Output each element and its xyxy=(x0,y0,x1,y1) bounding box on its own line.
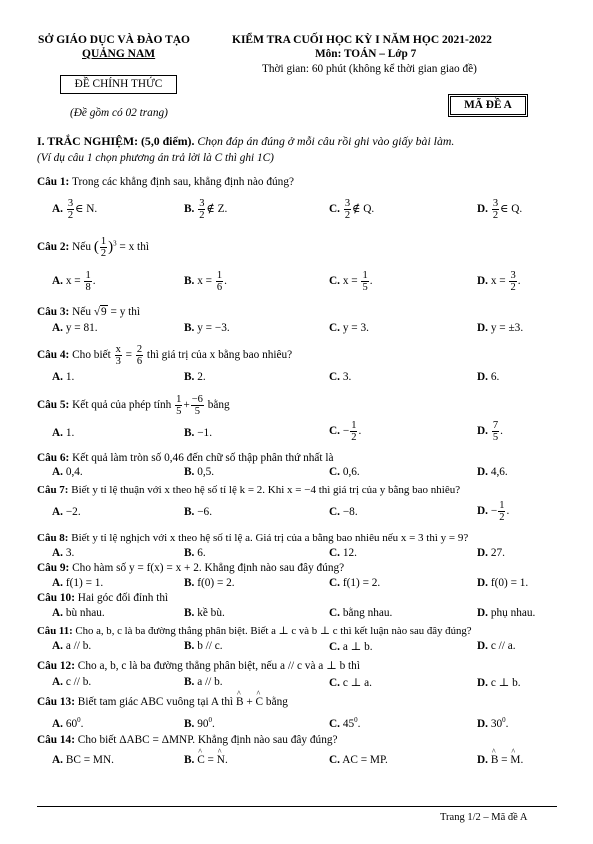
question-12 xyxy=(37,659,360,672)
option-label: C. xyxy=(329,203,340,216)
q1-option-b: B. $\frac{3}{2}$ ∉ Z. xyxy=(184,198,228,222)
option-label: C. xyxy=(329,371,340,383)
option-label: B. xyxy=(184,506,195,518)
option-label: C. xyxy=(329,577,340,589)
q8-option-c xyxy=(329,547,357,559)
question-8 xyxy=(37,532,468,544)
q10-option-b xyxy=(184,607,225,619)
q1-option-a: A. $\frac{3}{2}$ ∈ N. xyxy=(52,198,98,222)
option-label: C. xyxy=(329,717,340,730)
q1-label: Câu 1: xyxy=(37,176,70,188)
q13-a-text: 60 xyxy=(65,717,78,730)
option-label: C. xyxy=(329,322,340,334)
page-note: (Đề gồm có 02 trang) xyxy=(70,107,168,119)
q3-option-d xyxy=(477,322,523,334)
exam-title: KIỂM TRA CUỐI HỌC KỲ I NĂM HỌC 2021-2022 xyxy=(232,34,492,46)
q6-option-b xyxy=(184,466,214,478)
q1-b-text: ∉ Z. xyxy=(206,203,228,216)
q8-option-b xyxy=(184,547,206,559)
q6-option-c xyxy=(329,466,360,478)
q2-option-a: A. x = $\frac{1}{8}$ . xyxy=(52,270,96,294)
q3-d-text: y = ±3. xyxy=(490,322,524,334)
option-label: D. xyxy=(477,607,488,619)
q5-option-b xyxy=(184,427,212,439)
option-label: A. xyxy=(52,547,63,559)
q13-option-b: B. $90^0$. xyxy=(184,716,215,730)
q1-option-d: D. $\frac{3}{2}$ ∈ Q. xyxy=(477,198,523,222)
option-label: D. xyxy=(477,203,488,216)
duration: Thời gian: 60 phút (không kể thời gian giao đề) xyxy=(262,63,477,75)
section-example: (Ví dụ câu 1 chọn phương án trả lời là C thì ghi 1C) xyxy=(37,152,274,164)
q10-b-text: kề bù. xyxy=(197,607,225,619)
q10-a-text: bù nhau. xyxy=(65,607,105,619)
q12-option-a xyxy=(52,676,91,688)
exam-code-box xyxy=(448,94,528,117)
option-label: B. xyxy=(184,640,195,652)
option-label: C. xyxy=(329,425,340,438)
q11-option-d xyxy=(477,640,516,652)
q3-label: Câu 3: xyxy=(37,306,70,318)
q7-option-c xyxy=(329,506,358,518)
q4-a-text: 1. xyxy=(65,371,75,383)
q4-d-text: 6. xyxy=(490,371,500,383)
q2-label: Câu 2: xyxy=(37,241,70,254)
q9-option-a xyxy=(52,577,103,589)
q12-text: Cho a, b, c là ba đường thẳng phân biệt, nếu a // c và a ⊥ b thì xyxy=(74,660,360,672)
q9-text: Cho hàm số y = f(x) = x + 2. Khẳng định nào sau đây đúng? xyxy=(69,562,345,574)
q11-label: Câu 11: xyxy=(37,625,73,637)
q13-d-text: 30 xyxy=(490,717,503,730)
section-instruction: Chọn đáp án đúng ở mỗi câu rồi ghi vào giấy bài làm. xyxy=(194,134,455,148)
q13-option-d: D. $30^0$. xyxy=(477,716,509,730)
q8-a-text: 3. xyxy=(65,547,75,559)
option-label: C. xyxy=(329,506,340,518)
option-label: D. xyxy=(477,677,488,689)
q3-b-text: y = −3. xyxy=(197,322,230,334)
option-label: D. xyxy=(477,425,488,438)
q1-text: Trong các khẳng định sau, khẳng định nào đúng? xyxy=(69,176,294,188)
q4-c-text: 3. xyxy=(342,371,352,383)
question-5: Câu 5: Kết quả của phép tính $\frac{1}{5}$ + $\frac{-6}{5}$ bằng xyxy=(37,394,230,418)
q7-b-text: −6. xyxy=(197,506,213,518)
q2-b-pre: x = xyxy=(197,275,215,288)
q11-d-text: c // a. xyxy=(490,640,516,652)
q11-text: Cho a, b, c là ba đường thẳng phân biệt. Biết a ⊥ c và b ⊥ c thì kết luận nào sau đây đúng? xyxy=(72,625,472,637)
q12-option-d xyxy=(477,676,521,689)
q14-option-d: D. ^ B = ^ M. xyxy=(477,754,523,766)
official-label-box xyxy=(60,75,177,94)
option-label: D. xyxy=(477,640,488,652)
q14-option-b: B. ^ C = ^ N. xyxy=(184,754,228,766)
option-label: B. xyxy=(184,275,195,288)
q9-label: Câu 9: xyxy=(37,562,70,574)
q2-c-pre: x = xyxy=(342,275,361,288)
q4-text-post: thì giá trị của x bằng bao nhiêu? xyxy=(144,349,293,362)
option-label: D. xyxy=(477,505,488,518)
q3-text-pre: Nếu xyxy=(69,306,94,318)
q7-text: Biết y tỉ lệ thuận với x theo hệ số tỉ lệ k = 2. Khi x = −4 thì giá trị của y bằng bao nhiêu? xyxy=(68,484,461,496)
q6-d-text: 4,6. xyxy=(490,466,508,478)
q9-c-text: f(1) = 2. xyxy=(342,577,381,589)
question-4: Câu 4: Cho biết $\frac{x}{3}$ = $\frac{2}{6}$ thì giá trị của x bằng bao nhiêu? xyxy=(37,344,293,368)
option-label: D. xyxy=(477,275,488,288)
q14-label: Câu 14: xyxy=(37,734,75,746)
q4-option-c xyxy=(329,371,351,383)
q5-a-text: 1. xyxy=(65,427,75,439)
question-7 xyxy=(37,484,460,496)
q7-c-text: −8. xyxy=(342,506,358,518)
question-13: Câu 13: Biết tam giác ABC vuông tại A thì ^ B + ^ C bằng xyxy=(37,696,288,708)
q5-text-pre: Kết quả của phép tính xyxy=(69,399,175,412)
q11-option-c xyxy=(329,640,373,653)
option-label: B. xyxy=(184,466,195,478)
q2-text-pre: Nếu xyxy=(69,241,94,254)
q14-c-text: AC = MP. xyxy=(342,754,388,766)
option-label: A. xyxy=(52,203,63,216)
option-label: B. xyxy=(184,547,195,559)
q3-c-text: y = 3. xyxy=(342,322,369,334)
q8-text: Biết y tỉ lệ nghịch với x theo hệ số tỉ lệ a. Giá trị của a bằng bao nhiêu nếu x = 3 thì y = 9? xyxy=(68,532,469,544)
q3-option-b xyxy=(184,322,230,334)
question-3: Câu 3: Nếu √9 = y thì xyxy=(37,306,141,318)
option-label: D. xyxy=(477,754,488,766)
q12-option-c xyxy=(329,676,372,689)
q6-c-text: 0,6. xyxy=(342,466,360,478)
q7-option-a xyxy=(52,506,81,518)
section-title: I. TRẮC NGHIỆM: (5,0 điểm). xyxy=(37,134,195,148)
q3-a-text: y = 81. xyxy=(65,322,98,334)
q8-d-text: 27. xyxy=(490,547,505,559)
option-label: C. xyxy=(329,547,340,559)
option-label: C. xyxy=(329,754,340,766)
q7-d-pre: − xyxy=(490,505,498,518)
q5-option-a xyxy=(52,427,74,439)
option-label: A. xyxy=(52,577,63,589)
q6-a-text: 0,4. xyxy=(65,466,83,478)
option-label: A. xyxy=(52,466,63,478)
q10-label: Câu 10: xyxy=(37,592,75,604)
q4-option-a xyxy=(52,371,74,383)
q8-option-d xyxy=(477,547,505,559)
option-label: B. xyxy=(184,717,195,730)
q4-option-d xyxy=(477,371,499,383)
q2-option-d: D. x = $\frac{3}{2}$ . xyxy=(477,270,521,294)
q12-c-text: c ⊥ a. xyxy=(342,677,372,689)
q6-b-text: 0,5. xyxy=(197,466,215,478)
option-label: A. xyxy=(52,427,63,439)
q13-text-pre: Biết tam giác ABC vuông tại A thì xyxy=(74,696,236,708)
q4-b-text: 2. xyxy=(197,371,206,383)
q5-label: Câu 5: xyxy=(37,399,70,412)
q12-option-b xyxy=(184,676,223,688)
q12-d-text: c ⊥ b. xyxy=(490,677,521,689)
q2-a-pre: x = xyxy=(65,275,84,288)
question-1 xyxy=(37,176,294,188)
q6-option-d xyxy=(477,466,508,478)
q10-d-text: phụ nhau. xyxy=(490,607,536,619)
footer-page: Trang 1/2 – Mã đề A xyxy=(440,812,528,823)
q14-a-text: BC = MN. xyxy=(65,754,114,766)
question-14 xyxy=(37,734,338,746)
option-label: A. xyxy=(52,754,63,766)
q9-option-b xyxy=(184,577,235,589)
option-label: D. xyxy=(477,547,488,559)
q13-c-text: 45 xyxy=(342,717,355,730)
option-label: B. xyxy=(184,754,195,766)
q6-label: Câu 6: xyxy=(37,452,70,464)
question-2: Câu 2: Nếu ( $\frac{1}{2}$ )$^3$ = x thì xyxy=(37,236,149,260)
q3-option-a xyxy=(52,322,98,334)
option-label: B. xyxy=(184,203,195,216)
q8-c-text: 12. xyxy=(342,547,357,559)
q7-option-d: D. − $\frac{1}{2}$ . xyxy=(477,500,510,524)
q12-b-text: a // b. xyxy=(197,676,223,688)
option-label: D. xyxy=(477,577,488,589)
q7-label: Câu 7: xyxy=(37,484,69,496)
q5-option-d: D. $\frac{7}{5}$ . xyxy=(477,420,503,444)
q2-option-c: C. x = $\frac{1}{5}$ . xyxy=(329,270,373,294)
option-label: B. xyxy=(184,371,195,383)
option-label: B. xyxy=(184,322,195,334)
option-label: B. xyxy=(184,676,195,688)
q13-option-a: A. $60^0$. xyxy=(52,716,84,730)
q12-label: Câu 12: xyxy=(37,660,75,672)
question-9 xyxy=(37,562,344,574)
option-label: A. xyxy=(52,275,63,288)
q11-a-text: a // b. xyxy=(65,640,92,652)
q6-option-a xyxy=(52,466,83,478)
option-label: B. xyxy=(184,607,195,619)
q4-option-b xyxy=(184,371,206,383)
question-11 xyxy=(37,624,472,637)
q14-option-c xyxy=(329,754,388,766)
q7-option-b xyxy=(184,506,212,518)
q1-d-text: ∈ Q. xyxy=(500,203,523,216)
option-label: A. xyxy=(52,676,63,688)
department-line1: SỞ GIÁO DỤC VÀ ĐÀO TẠO xyxy=(38,34,190,46)
q11-option-a xyxy=(52,640,91,652)
option-label: D. xyxy=(477,466,488,478)
q3-text-post: = y thì xyxy=(107,306,141,318)
option-label: C. xyxy=(329,677,340,689)
q13-text-post: bằng xyxy=(263,696,288,708)
option-label: A. xyxy=(52,322,63,334)
q4-text-pre: Cho biết xyxy=(69,349,114,362)
q5-option-c: C. − $\frac{1}{2}$ . xyxy=(329,420,362,444)
q1-a-text: ∈ N. xyxy=(75,203,98,216)
q10-c-text: bằng nhau. xyxy=(342,607,393,619)
q8-option-a xyxy=(52,547,74,559)
option-label: C. xyxy=(329,641,340,653)
q14-option-a xyxy=(52,754,114,766)
section-heading xyxy=(37,134,454,149)
option-label: A. xyxy=(52,607,63,619)
option-label: D. xyxy=(477,322,488,334)
option-label: A. xyxy=(52,371,63,383)
subject: Môn: TOÁN – Lớp 7 xyxy=(315,48,417,60)
q12-a-text: c // b. xyxy=(65,676,92,688)
q10-text: Hai góc đối đỉnh thì xyxy=(74,592,169,604)
option-label: D. xyxy=(477,717,488,730)
q1-c-text: ∉ Q. xyxy=(352,203,375,216)
q7-a-text: −2. xyxy=(65,506,81,518)
q10-option-a xyxy=(52,607,105,619)
q10-option-d xyxy=(477,607,535,619)
option-label: A. xyxy=(52,506,63,518)
option-label: A. xyxy=(52,640,63,652)
option-label: B. xyxy=(184,427,195,439)
q8-label: Câu 8: xyxy=(37,532,69,544)
department-line2: QUẢNG NAM xyxy=(82,48,156,60)
option-label: B. xyxy=(184,577,195,589)
q11-b-text: b // c. xyxy=(197,640,223,652)
q11-option-b xyxy=(184,640,223,652)
q9-d-text: f(0) = 1. xyxy=(490,577,529,589)
q2-option-b: B. x = $\frac{1}{6}$ . xyxy=(184,270,227,294)
q8-b-text: 6. xyxy=(197,547,206,559)
question-10 xyxy=(37,592,168,604)
question-6 xyxy=(37,452,334,464)
q9-a-text: f(1) = 1. xyxy=(65,577,104,589)
q11-c-text: a ⊥ b. xyxy=(342,641,373,653)
option-label: C. xyxy=(329,466,340,478)
q1-option-c: C. $\frac{3}{2}$ ∉ Q. xyxy=(329,198,375,222)
q13-b-text: 90 xyxy=(197,717,209,730)
option-label: A. xyxy=(52,717,63,730)
q13-label: Câu 13: xyxy=(37,696,75,708)
q3-option-c xyxy=(329,322,369,334)
q6-text: Kết quả làm tròn số 0,46 đến chữ số thập phân thứ nhất là xyxy=(69,452,334,464)
option-label: C. xyxy=(329,607,340,619)
q14-text: Cho biết ΔABC = ΔMNP. Khẳng định nào sau đây đúng? xyxy=(74,734,338,746)
option-label: D. xyxy=(477,371,488,383)
q2-d-pre: x = xyxy=(490,275,509,288)
q4-label: Câu 4: xyxy=(37,349,70,362)
q9-b-text: f(0) = 2. xyxy=(197,577,235,589)
q5-c-pre: − xyxy=(342,425,350,438)
q5-b-text: −1. xyxy=(197,427,213,439)
exam-code: MÃ ĐỀ A xyxy=(464,99,512,111)
footer-divider xyxy=(37,806,557,807)
q2-text-post: = x thì xyxy=(116,241,149,254)
q9-option-d xyxy=(477,577,528,589)
q13-option-c: C. $45^0$. xyxy=(329,716,361,730)
official-label: ĐỀ CHÍNH THỨC xyxy=(74,78,163,90)
option-label: C. xyxy=(329,275,340,288)
q5-text-post: bằng xyxy=(204,399,230,412)
q10-option-c xyxy=(329,607,392,619)
q9-option-c xyxy=(329,577,380,589)
